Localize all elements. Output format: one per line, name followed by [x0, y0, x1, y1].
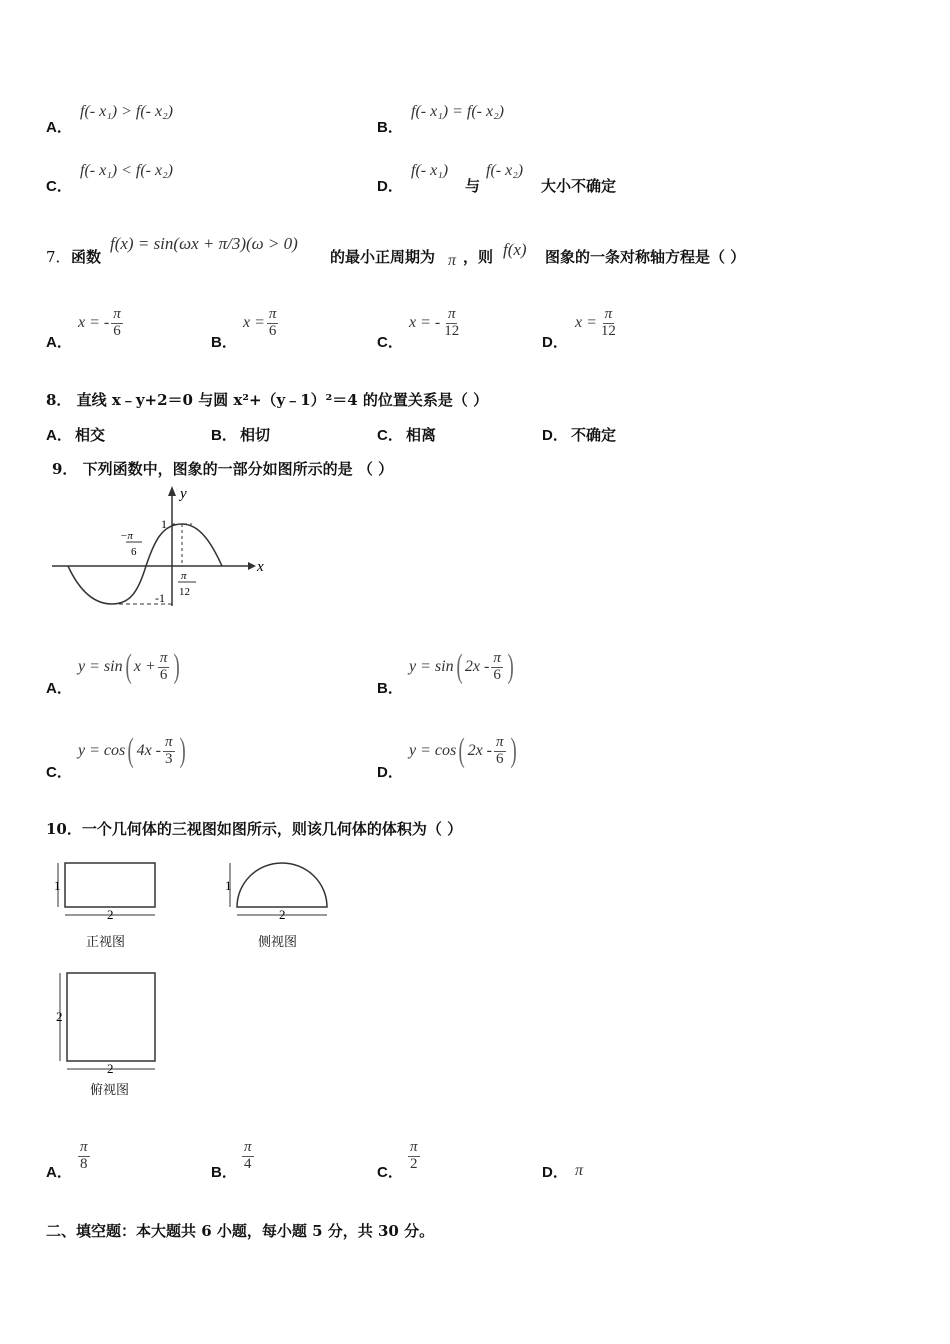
y-tick-neg-one: -1 [155, 591, 165, 605]
q7-post: 图象的一条对称轴方程是（ ） [545, 248, 746, 266]
q8-option-c-label: C． [377, 427, 403, 444]
top-view [50, 965, 165, 1077]
q7-option-c-expr: x = - $\frac{\pi}{12}$ [409, 306, 460, 339]
q8-option-a-text: 相交 [75, 426, 106, 444]
side-view [222, 855, 337, 925]
q7-option-b-expr: x = $\frac{\pi}{6}$ [243, 306, 277, 339]
q6-option-c-expr: f(- x₁) < f(- x₂) [80, 162, 173, 179]
top-width-label: 2 [107, 1061, 114, 1076]
q9-stem: 9． 下列函数中，图象的一部分如图所示的是 （ ） [52, 460, 394, 478]
q9-option-c-label: C． [46, 764, 72, 781]
q7-period: π [448, 252, 457, 269]
q9-option-d-label: D． [377, 764, 403, 781]
x-tick-right-num: π [181, 570, 187, 582]
q10-option-d-label: D． [542, 1164, 568, 1181]
x-tick-left-num: −π [120, 530, 133, 542]
q9-option-b-expr: y = sin ( 2x - $\frac{\pi}{6}$ ) [409, 648, 514, 685]
x-axis-arrow [248, 562, 256, 570]
front-view-rect [65, 863, 155, 907]
y-axis-arrow [168, 486, 176, 496]
q7-mid2: ，则 [463, 248, 494, 266]
q10-option-b-label: B． [211, 1164, 237, 1181]
q8-option-d-text: 不确定 [571, 426, 617, 444]
q6-option-d-mid: 与 [465, 177, 481, 195]
q7-option-b-label: B． [211, 334, 237, 351]
q9-option-d-expr: y = cos ( 2x - $\frac{\pi}{6}$ ) [409, 732, 517, 769]
q6-option-b-label: B． [377, 119, 403, 136]
q7-option-d-label: D． [542, 334, 568, 351]
q9-option-c-expr: y = cos ( 4x - $\frac{\pi}{3}$ ) [78, 732, 186, 769]
side-width-label: 2 [279, 907, 286, 922]
q9-option-a-expr: y = sin ( x + $\frac{\pi}{6}$ ) [78, 648, 181, 685]
front-width-label: 2 [107, 907, 114, 922]
q7-option-a-expr: x = - $\frac{\pi}{6}$ [78, 306, 121, 339]
q6-option-d-label: D． [377, 178, 403, 195]
q8-stem: 8． 直线 x﹣y+2＝0 与圆 x²+（y﹣1）²＝4 的位置关系是（ ） [46, 391, 489, 409]
top-view-caption: 俯视图 [90, 1083, 130, 1098]
q10-stem: 10．一个几何体的三视图如图所示，则该几何体的体积为（ ） [46, 820, 463, 838]
top-view-square [67, 973, 155, 1061]
sine-curve [68, 524, 222, 604]
q6-option-a-expr: f(- x₁) > f(- x₂) [80, 103, 173, 120]
q9-graph [50, 482, 275, 612]
q10-option-a-expr: $\frac{\pi}{8}$ [80, 1139, 88, 1172]
x-tick-left-den: 6 [131, 546, 137, 558]
top-height-label: 2 [56, 1009, 63, 1024]
section-2-heading: 二、填空题：本大题共 6 小题，每小题 5 分，共 30 分。 [46, 1222, 435, 1240]
q6-option-a-label: A． [46, 119, 72, 136]
q6-option-d-expr1: f(- x₁) [411, 162, 449, 179]
q8-option-a-label: A． [46, 427, 72, 444]
q10-option-b-expr: $\frac{\pi}{4}$ [244, 1139, 252, 1172]
side-view-caption: 侧视图 [258, 935, 298, 950]
q7-pre: 函数 [71, 248, 102, 266]
q10-option-d-expr: π [575, 1162, 584, 1179]
y-axis-label: y [180, 486, 187, 502]
q7-fx: f(x) [503, 240, 527, 259]
q8-option-b-text: 相切 [240, 426, 271, 444]
q9-option-a-label: A． [46, 680, 72, 697]
front-view-caption: 正视图 [86, 935, 126, 950]
q8-option-d-label: D． [542, 427, 568, 444]
q6-option-c-label: C． [46, 178, 72, 195]
q9-option-b-label: B． [377, 680, 403, 697]
q8-option-b-label: B． [211, 427, 237, 444]
q7-number: 7． [46, 248, 71, 266]
q7-option-d-expr: x = $\frac{\pi}{12}$ [575, 306, 616, 339]
side-height-label: 1 [225, 878, 232, 893]
q6-option-d-expr2: f(- x₂) [486, 162, 524, 179]
q10-option-c-label: C． [377, 1164, 403, 1181]
q6-option-b-expr: f(- x₁) = f(- x₂) [411, 103, 504, 120]
q7-option-a-label: A． [46, 334, 72, 351]
q7-function: f(x) = sin(ωx + π/3)(ω > 0) [110, 234, 298, 253]
x-axis-label: x [257, 559, 264, 575]
q6-option-d-tail: 大小不确定 [541, 177, 617, 195]
side-view-semicircle [237, 863, 327, 907]
q10-option-a-label: A． [46, 1164, 72, 1181]
y-tick-one: 1 [161, 517, 167, 531]
q8-option-c-text: 相离 [406, 426, 437, 444]
q7-mid: 的最小正周期为 [330, 248, 436, 266]
q10-option-c-expr: $\frac{\pi}{2}$ [410, 1139, 418, 1172]
q7-option-c-label: C． [377, 334, 403, 351]
front-height-label: 1 [54, 878, 61, 893]
x-tick-right-den: 12 [179, 586, 190, 598]
front-view [50, 855, 165, 925]
